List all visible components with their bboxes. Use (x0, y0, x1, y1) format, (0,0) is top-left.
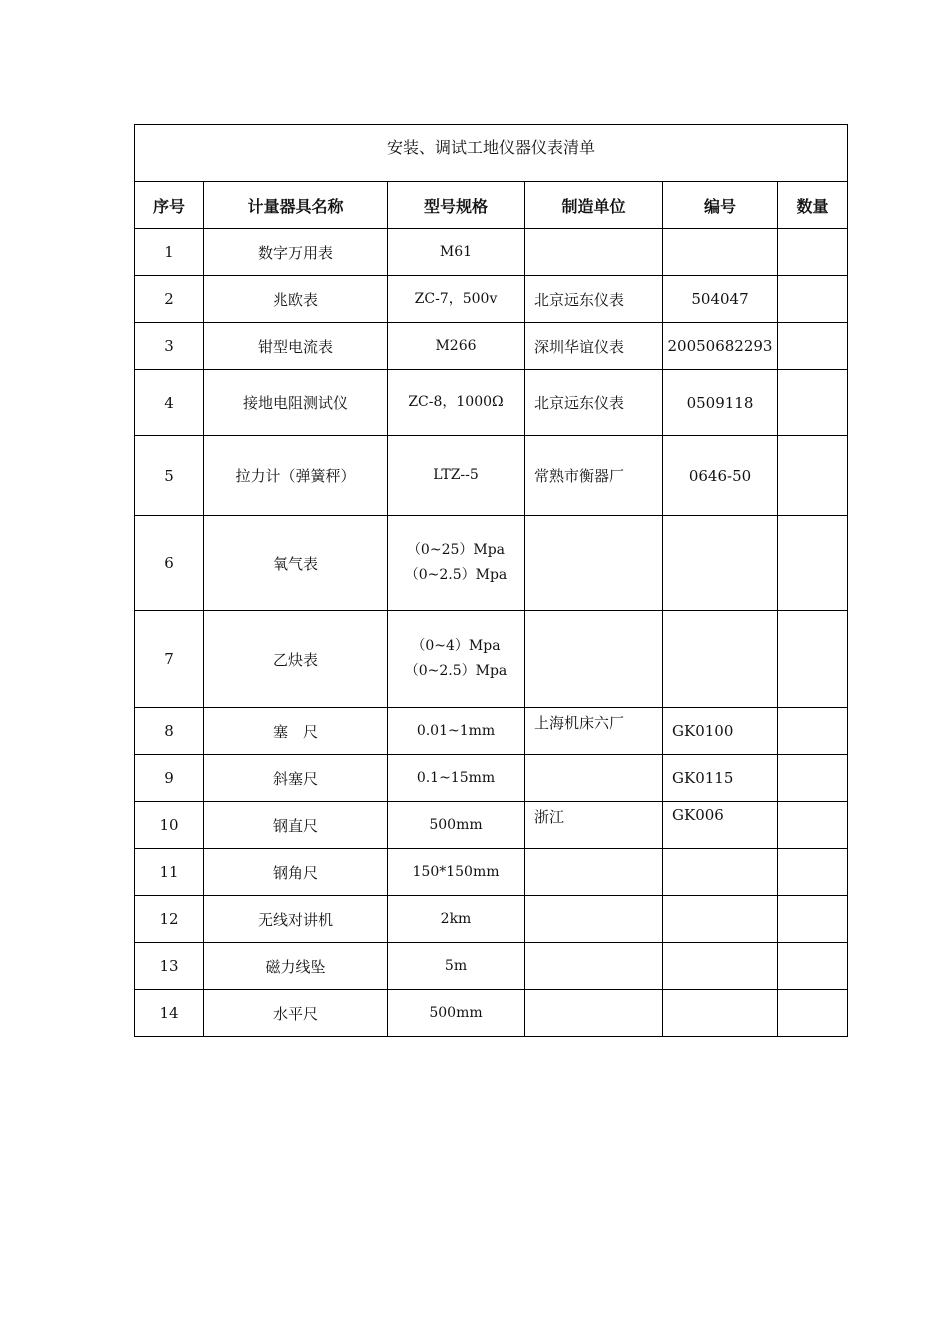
cell-maker (525, 611, 663, 708)
cell-maker: 深圳华谊仪表 (525, 323, 663, 370)
table-row (135, 990, 848, 1037)
cell-qty (778, 990, 848, 1037)
cell-serial (663, 896, 778, 943)
cell-spec: 0.1~15mm (388, 755, 525, 802)
table-row (135, 708, 848, 755)
table-row (135, 611, 848, 708)
cell-name: 斜塞尺 (204, 755, 388, 802)
cell-maker (525, 943, 663, 990)
cell-name: 乙炔表 (204, 611, 388, 708)
cell-serial: 504047 (663, 276, 778, 323)
spec-line-2: （0~2.5）Mpa (404, 567, 508, 583)
cell-qty (778, 708, 848, 755)
title-row (135, 125, 848, 182)
cell-no: 14 (135, 990, 204, 1037)
spec-line-1: （0~25）Mpa (406, 542, 506, 558)
cell-no: 5 (135, 436, 204, 516)
cell-spec: 2km (388, 896, 525, 943)
cell-name: 钳型电流表 (204, 323, 388, 370)
cell-qty (778, 896, 848, 943)
cell-spec: 0.01~1mm (388, 708, 525, 755)
cell-qty (778, 229, 848, 276)
cell-serial (663, 611, 778, 708)
cell-spec: ZC-8，1000Ω (388, 370, 525, 436)
table-row (135, 229, 848, 276)
cell-serial: 0646-50 (663, 436, 778, 516)
cell-name: 无线对讲机 (204, 896, 388, 943)
cell-qty (778, 849, 848, 896)
cell-spec (388, 516, 525, 611)
cell-no: 12 (135, 896, 204, 943)
cell-spec: ZC-7，500v (388, 276, 525, 323)
cell-qty (778, 755, 848, 802)
cell-maker: 常熟市衡器厂 (525, 436, 663, 516)
cell-no: 2 (135, 276, 204, 323)
cell-serial: 0509118 (663, 370, 778, 436)
spec-line-2: （0~2.5）Mpa (404, 663, 508, 679)
cell-name: 水平尺 (204, 990, 388, 1037)
cell-maker (525, 990, 663, 1037)
cell-spec: 500mm (388, 802, 525, 849)
cell-no: 3 (135, 323, 204, 370)
cell-no: 13 (135, 943, 204, 990)
cell-serial (663, 516, 778, 611)
cell-name: 钢直尺 (204, 802, 388, 849)
cell-maker (525, 896, 663, 943)
table-row (135, 323, 848, 370)
cell-serial: GK0100 (663, 708, 778, 755)
cell-serial: GK006 (663, 802, 778, 849)
cell-qty (778, 611, 848, 708)
cell-qty (778, 943, 848, 990)
cell-no: 6 (135, 516, 204, 611)
cell-name: 数字万用表 (204, 229, 388, 276)
cell-maker (525, 229, 663, 276)
cell-serial (663, 229, 778, 276)
cell-name: 塞 尺 (204, 708, 388, 755)
table-row (135, 755, 848, 802)
header-no: 序号 (135, 182, 204, 229)
table-title: 安装、调试工地仪器仪表清单 (135, 125, 848, 182)
cell-spec: LTZ--5 (388, 436, 525, 516)
cell-spec (388, 611, 525, 708)
cell-qty (778, 802, 848, 849)
header-name: 计量器具名称 (204, 182, 388, 229)
cell-name: 磁力线坠 (204, 943, 388, 990)
cell-maker: 浙江 (525, 802, 663, 849)
table-row (135, 436, 848, 516)
cell-spec: 500mm (388, 990, 525, 1037)
cell-no: 7 (135, 611, 204, 708)
cell-name: 接地电阻测试仪 (204, 370, 388, 436)
table-row (135, 370, 848, 436)
table-row (135, 943, 848, 990)
cell-serial: 20050682293 (663, 323, 778, 370)
cell-qty (778, 516, 848, 611)
cell-spec: 5m (388, 943, 525, 990)
header-spec: 型号规格 (388, 182, 525, 229)
cell-qty (778, 436, 848, 516)
header-serial: 编号 (663, 182, 778, 229)
cell-spec: M61 (388, 229, 525, 276)
cell-name: 兆欧表 (204, 276, 388, 323)
cell-no: 9 (135, 755, 204, 802)
cell-serial (663, 990, 778, 1037)
cell-maker: 北京远东仪表 (525, 370, 663, 436)
cell-name: 拉力计（弹簧秤） (204, 436, 388, 516)
header-row (135, 182, 848, 229)
cell-maker (525, 516, 663, 611)
cell-serial (663, 943, 778, 990)
table-row (135, 276, 848, 323)
table-row (135, 516, 848, 611)
cell-no: 8 (135, 708, 204, 755)
cell-maker: 北京远东仪表 (525, 276, 663, 323)
header-qty: 数量 (778, 182, 848, 229)
cell-serial (663, 849, 778, 896)
cell-no: 10 (135, 802, 204, 849)
cell-no: 1 (135, 229, 204, 276)
cell-serial: GK0115 (663, 755, 778, 802)
instrument-list-table (134, 124, 848, 1037)
cell-maker: 上海机床六厂 (525, 708, 663, 755)
cell-no: 11 (135, 849, 204, 896)
table-row (135, 896, 848, 943)
cell-name: 钢角尺 (204, 849, 388, 896)
cell-qty (778, 276, 848, 323)
cell-name: 氧气表 (204, 516, 388, 611)
cell-spec: M266 (388, 323, 525, 370)
cell-qty (778, 323, 848, 370)
header-maker: 制造单位 (525, 182, 663, 229)
cell-qty (778, 370, 848, 436)
cell-spec: 150*150mm (388, 849, 525, 896)
spec-line-1: （0~4）Mpa (411, 638, 501, 654)
cell-maker (525, 849, 663, 896)
table-row (135, 802, 848, 849)
cell-no: 4 (135, 370, 204, 436)
table-row (135, 849, 848, 896)
cell-maker (525, 755, 663, 802)
